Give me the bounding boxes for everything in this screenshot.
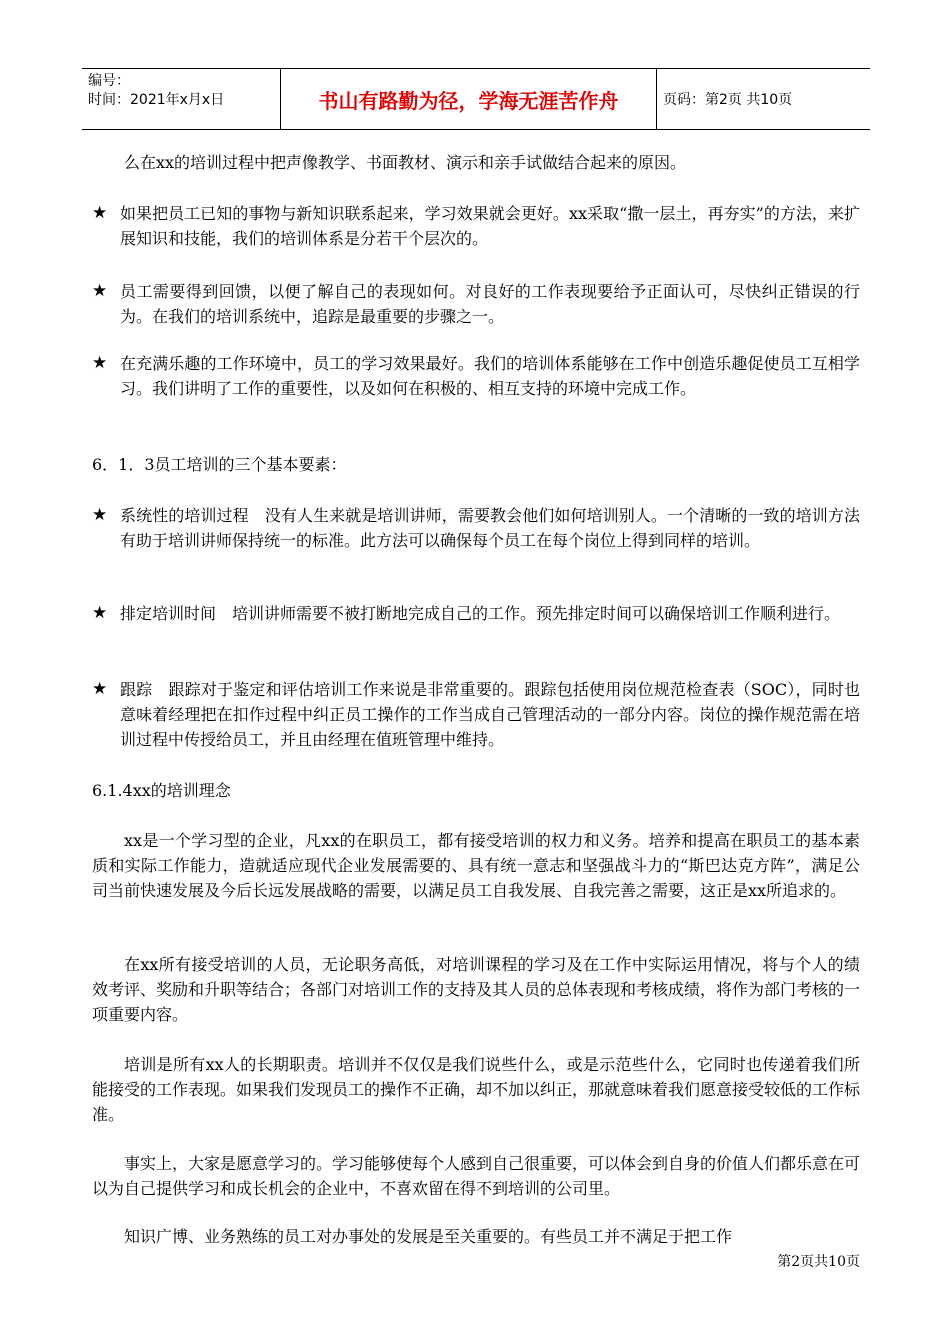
- star-icon: ★: [92, 505, 108, 525]
- paragraph: 事实上，大家是愿意学习的。学习能够使每个人感到自己很重要，可以体会到自身的价值人们都乐意在可以为自己提供学习和成长机会的企业中，不喜欢留在得不到培训的公司里。: [92, 1154, 861, 1198]
- paragraph: 知识广博、业务熟练的员工对办事处的发展是至关重要的。有些员工并不满足于把工作: [124, 1227, 733, 1246]
- bullet-text: 跟踪 跟踪对于鉴定和评估培训工作来说是非常重要的。跟踪包括使用岗位规范检查表（SOC），同时也意味着经理把在扣作过程中纠正员工操作的工作当成自己管理活动的一部分内容。岗位的操作规范需在培训过程中传授给员工，并且由经理在值班管理中维持。: [120, 680, 860, 749]
- bullet-item: [92, 201, 860, 251]
- paragraph: xx是一个学习型的企业，凡xx的在职员工，都有接受培训的权力和义务。培养和提高在职员工的基本素质和实际工作能力，造就适应现代企业发展需要的、具有统一意志和坚强战斗力的“斯巴达克方阵”，满足公司当前快速发展及今后长远发展战略的需要，以满足员工自我发展、自我完善之需要，这正是xx所追求的。: [92, 831, 860, 900]
- star-icon: ★: [92, 679, 108, 699]
- number-label: 编号：: [88, 73, 130, 89]
- star-icon: ★: [92, 353, 108, 373]
- section-heading: 6．1．3员工培训的三个基本要素：: [92, 455, 347, 474]
- page-footer: 第2页共10页: [777, 1254, 860, 1270]
- bullet-text: 排定培训时间 培训讲师需要不被打断地完成自己的工作。预先排定时间可以确保培训工作顺利进行。: [120, 604, 841, 623]
- bullet-item: [92, 351, 860, 401]
- star-icon: ★: [92, 281, 108, 301]
- paragraph: 么在xx的培训过程中把声像教学、书面教材、演示和亲手试做结合起来的原因。: [124, 153, 687, 172]
- date-label: 时间：2021年x月x日: [88, 92, 225, 108]
- header-page-label: 页码：第2页 共10页: [663, 92, 793, 108]
- bullet-item: [92, 279, 860, 329]
- page-header: [82, 68, 870, 130]
- bullet-item: [92, 503, 860, 553]
- bullet-text: 如果把员工已知的事物与新知识联系起来，学习效果就会更好。xx采取“撒一层土，再夯实”的方法，来扩展知识和技能，我们的培训体系是分若干个层次的。: [120, 204, 860, 248]
- star-icon: ★: [92, 203, 108, 223]
- paragraph: 在xx所有接受培训的人员，无论职务高低，对培训课程的学习及在工作中实际运用情况，将与个人的绩效考评、奖励和升职等结合；各部门对培训工作的支持及其人员的总体表现和考核成绩，将作为部门考核的一项重要内容。: [92, 955, 861, 1024]
- header-meta: [82, 69, 280, 129]
- bullet-text: 员工需要得到回馈，以便了解自己的表现如何。对良好的工作表现要给予正面认可，尽快纠正错误的行为。在我们的培训系统中，追踪是最重要的步骤之一。: [120, 282, 860, 326]
- bullet-item: [92, 601, 860, 626]
- star-icon: ★: [92, 603, 108, 623]
- header-motto: 书山有路勤为径，学海无涯苦作舟: [280, 69, 657, 129]
- paragraph: 培训是所有xx人的长期职责。培训并不仅仅是我们说些什么，或是示范些什么，它同时也传递着我们所能接受的工作表现。如果我们发现员工的操作不正确，却不加以纠正，那就意味着我们愿意接受较低的工作标准。: [92, 1055, 861, 1124]
- bullet-item: [92, 677, 860, 752]
- bullet-text: 在充满乐趣的工作环境中，员工的学习效果最好。我们的培训体系能够在工作中创造乐趣促使员工互相学习。我们讲明了工作的重要性，以及如何在积极的、相互支持的环境中完成工作。: [120, 354, 860, 398]
- bullet-text: 系统性的培训过程 没有人生来就是培训讲师，需要教会他们如何培训别人。一个清晰的一致的培训方法有助于培训讲师保持统一的标准。此方法可以确保每个员工在每个岗位上得到同样的培训。: [120, 506, 860, 550]
- section-heading: 6.1.4xx的培训理念: [92, 781, 231, 800]
